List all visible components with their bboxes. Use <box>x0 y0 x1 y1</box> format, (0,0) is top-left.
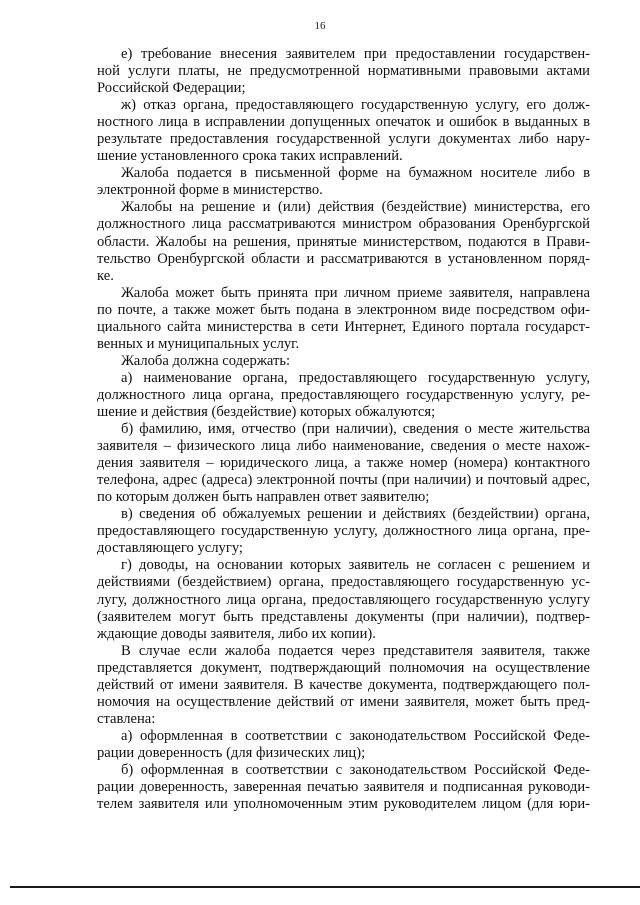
text-line: е) требование внесения заявителем при предоставлении государствен- <box>121 46 590 62</box>
text-line: номочия на осуществление действий от имени заявителя, может быть пред- <box>97 693 590 710</box>
paragraph <box>97 46 590 97</box>
paragraph <box>97 165 590 199</box>
paragraph <box>97 353 590 370</box>
text-line: венных и муниципальных услуг. <box>97 335 300 352</box>
text-line: ной услуги платы, не предусмотренной нормативными правовыми актами <box>97 63 590 80</box>
text-line: заявителя – физического лица либо наименование, сведения о месте нахож- <box>97 438 590 455</box>
text-line: лугу, должностного лица органа, предоставляющего государственную услугу <box>97 591 590 608</box>
paragraph <box>97 421 590 506</box>
paragraph <box>97 643 590 728</box>
text-line: а) наименование органа, предоставляющего государственную услугу, <box>121 369 590 386</box>
text-line: доставляющего услугу; <box>97 540 243 557</box>
text-line: В случае если жалоба подается через представителя заявителя, также <box>121 642 590 659</box>
page-number: 16 <box>314 20 326 32</box>
text-line: б) оформленная в соответствии с законодательством Российской Феде- <box>121 761 590 778</box>
text-line: ж) отказ органа, предоставляющего государственную услугу, его долж- <box>121 97 590 114</box>
paragraph <box>97 199 590 284</box>
paragraph <box>97 285 590 353</box>
text-line: рации доверенность, заверенная печатью заявителя и подписанная руководи- <box>97 779 590 796</box>
paragraph <box>97 506 590 557</box>
paragraph <box>97 762 590 813</box>
text-line: циального сайта министерства в сети Интернет, Единого портала государст- <box>97 318 590 335</box>
paragraph <box>97 728 590 762</box>
text-line: действий от имени заявителя. В качестве документа, подтверждающего пол- <box>97 676 590 693</box>
text-line: шение и действия (бездействие) которых обжалуются; <box>97 403 436 420</box>
text-line: предоставляющего государственную услугу, должностного лица органа, пре- <box>97 523 590 540</box>
text-line: тельство Оренбургской области и рассматриваются в установленном поряд- <box>97 250 590 267</box>
text-line: должностного лица органа, предоставляющего государственную услугу, ре- <box>97 386 590 403</box>
paragraph <box>97 370 590 421</box>
text-line: должностного лица рассматриваются министром образования Оренбургской <box>97 216 590 233</box>
text-line: представляется документ, подтверждающий полномочия на осуществление <box>97 659 590 676</box>
text-line: шение установленного срока таких исправлений. <box>97 148 403 165</box>
text-line: а) оформленная в соответствии с законодательством Российской Феде- <box>121 727 590 744</box>
text-line: результате предоставления государственной услуги документах либо нару- <box>97 131 590 148</box>
text-line: Жалобы на решение и (или) действия (бездействие) министерства, его <box>121 199 590 216</box>
text-line: Российской Федерации; <box>97 80 246 97</box>
text-line: ждающие доводы заявителя, либо их копии). <box>97 625 376 642</box>
text-line: б) фамилию, имя, отчество (при наличии), сведения о месте жительства <box>121 421 590 438</box>
text-line: ностного лица в исправлении допущенных опечаток и ошибок в выданных в <box>97 114 590 131</box>
text-line: рации доверенность (для физических лиц); <box>97 744 366 761</box>
text-line: (заявителем могут быть представлены документы (при наличии), подтвер- <box>97 608 590 625</box>
paragraph <box>97 97 590 165</box>
text-line: в) сведения об обжалуемых решении и действиях (бездействии) органа, <box>121 506 590 523</box>
text-line: ставлена: <box>97 710 156 727</box>
text-line: телем заявителя или уполномоченным этим руководителем лицом (для юри- <box>97 796 590 813</box>
text-line: по почте, а также может быть подана в электронном виде посредством офи- <box>97 301 590 318</box>
text-line: области. Жалобы на решения, принятые министерством, подаются в Прави- <box>97 233 590 250</box>
text-line: Жалоба может быть принята при личном приеме заявителя, направлена <box>121 284 590 301</box>
text-line: г) доводы, на основании которых заявитель не согласен с решением и <box>121 557 590 574</box>
text-line: Жалоба подается в письменной форме на бумажном носителе либо в <box>121 165 590 182</box>
text-line: действиями (бездействием) органа, предоставляющего государственную ус- <box>97 574 590 591</box>
paragraph <box>97 557 590 642</box>
text-line: по которым должен быть направлен ответ заявителю; <box>97 489 430 506</box>
text-line: ке. <box>97 267 114 284</box>
text-line: электронной форме в министерство. <box>97 182 323 199</box>
bottom-divider <box>10 886 640 888</box>
document-body <box>97 46 590 813</box>
text-line: дения заявителя – юридического лица, а также номер (номера) контактного <box>97 455 590 472</box>
text-line: телефона, адрес (адреса) электронной почты (при наличии) и почтовый адрес, <box>97 472 590 489</box>
text-line: Жалоба должна содержать: <box>121 352 291 369</box>
